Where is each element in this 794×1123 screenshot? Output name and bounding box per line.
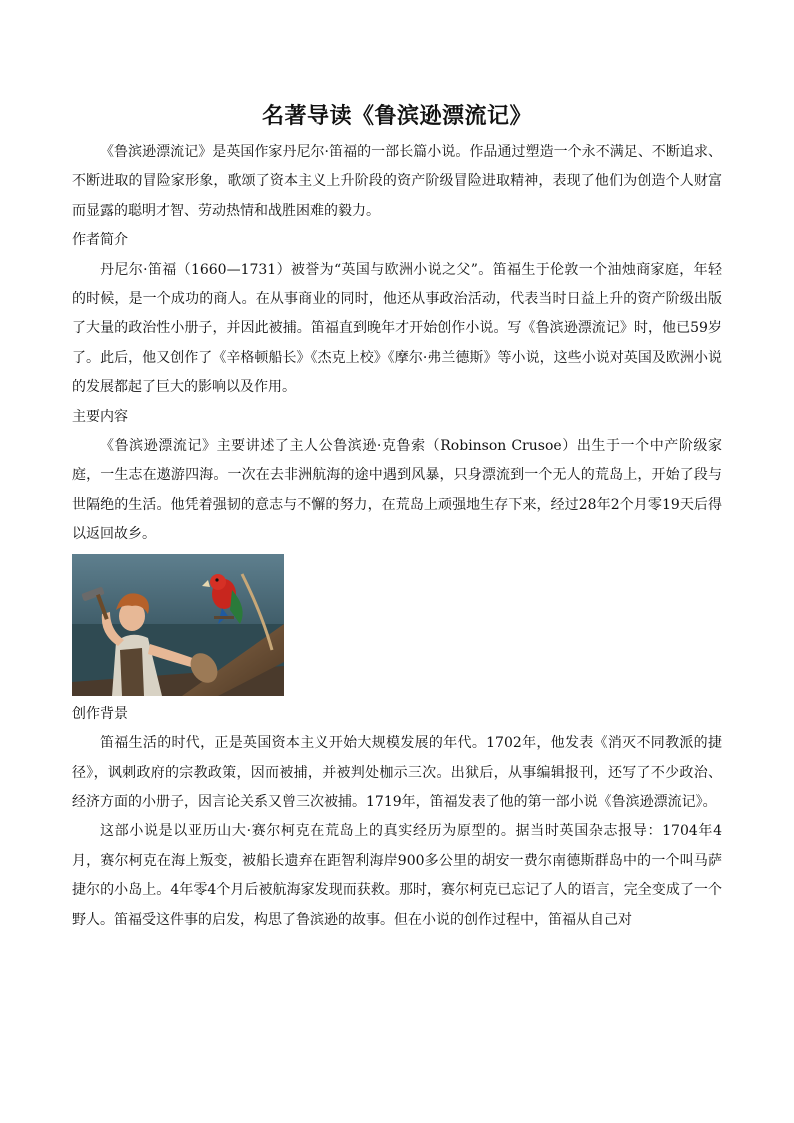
content-paragraph: 《鲁滨逊漂流记》主要讲述了主人公鲁滨逊·克鲁索（Robinson Crusoe）出生于一个中产阶级家庭，一生志在遨游四海。一次在去非洲航海的途中遇到风暴，只身漂流到一个无人的荒岛上，开始了段与世隔绝的生活。他凭着强韧的意志与不懈的努力，在荒岛上顽强地生存下来，经过28年2个月零19天后得以返回故乡。 <box>72 438 722 543</box>
section-heading-content: 主要内容 <box>72 408 128 425</box>
author-paragraph: 丹尼尔·笛福（1660—1731）被誉为“英国与欧洲小说之父”。笛福生于伦敦一个油烛商家庭，年轻的时候，是一个成功的商人。在从事商业的同时，他还从事政治活动，代表当时日益上升的资产阶级出版了大量的政治性小册子，并因此被捕。笛福直到晚年才开始创作小说。写《鲁滨逊漂流记》时，他已59岁了。此后，他又创作了《辛格顿船长》《杰克上校》《摩尔·弗兰德斯》等小说，这些小说对英国及欧洲小说的发展都起了巨大的影响以及作用。 <box>72 261 722 396</box>
section-heading-background: 创作背景 <box>72 705 128 722</box>
document-page <box>72 96 722 935</box>
illustration-image <box>72 554 284 696</box>
background-paragraph-1: 笛福生活的时代，正是英国资本主义开始大规模发展的年代。1702年，他发表《消灭不同教派的捷径》，讽刺政府的宗教政策，因而被捕，并被判处枷示三次。出狱后，从事编辑报刊，还写了不少政治、经济方面的小册子，因言论关系又曾三次被捕。1719年，笛福发表了他的第一部小说《鲁滨逊漂流记》。 <box>72 735 722 810</box>
document-title: 名著导读《鲁滨逊漂流记》 <box>261 103 532 129</box>
intro-paragraph: 《鲁滨逊漂流记》是英国作家丹尼尔·笛福的一部长篇小说。作品通过塑造一个永不满足、不断追求、不断进取的冒险家形象，歌颂了资本主义上升阶段的资产阶级冒险进取精神，表现了他们为创造个人财富而显露的聪明才智、劳动热情和战胜困难的毅力。 <box>72 144 722 219</box>
section-heading-author: 作者简介 <box>72 232 128 249</box>
background-paragraph-2: 这部小说是以亚历山大·赛尔柯克在荒岛上的真实经历为原型的。据当时英国杂志报导：1704年4月，赛尔柯克在海上叛变，被船长遗弃在距智利海岸900多公里的胡安一费尔南德斯群岛中的一个叫马萨捷尔的小岛上。4年零4个月后被航海家发现而获救。那时，赛尔柯克已忘记了人的语言，完全变成了一个野人。笛福受这件事的启发，构思了鲁滨逊的故事。但在小说的创作过程中，笛福从自己对 <box>72 823 722 928</box>
